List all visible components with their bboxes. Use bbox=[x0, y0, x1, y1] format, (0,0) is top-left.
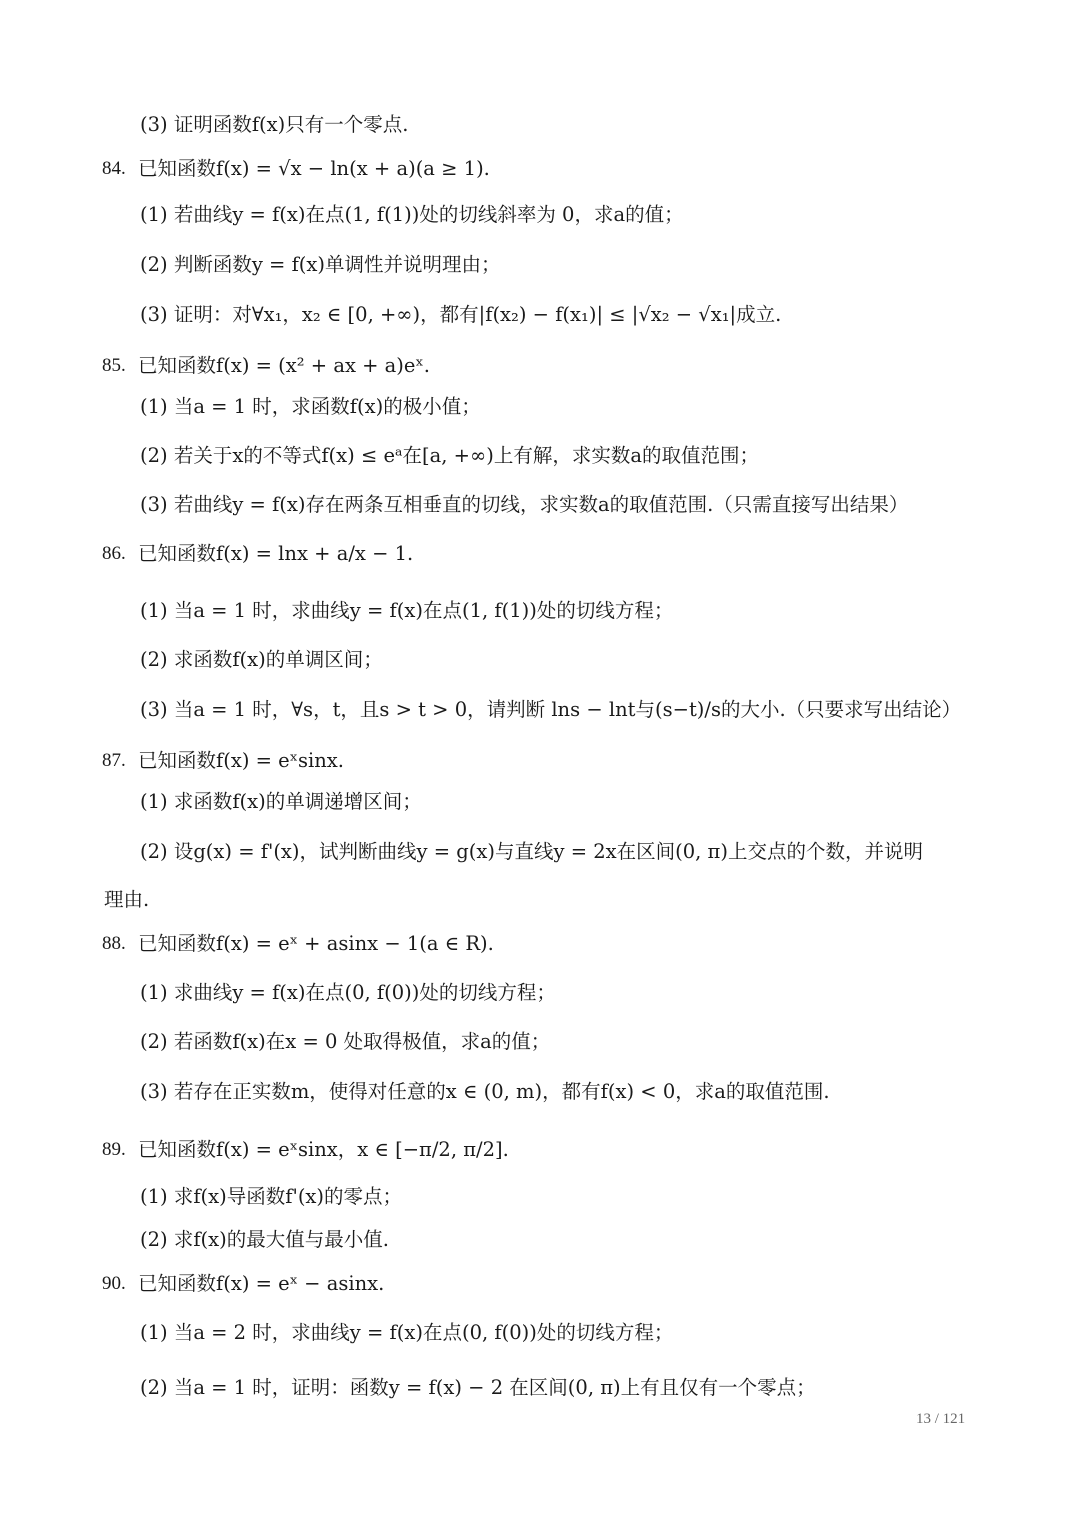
problem-number: 89. bbox=[102, 1139, 126, 1160]
problem-number: 86. bbox=[102, 543, 126, 564]
sub-question-text: (1) 当a = 2 时，求曲线y = f(x)在点(0, f(0))处的切线方程； bbox=[140, 1321, 674, 1344]
sub-question-text: (2) 若函数f(x)在x = 0 处取得极值，求a的值； bbox=[140, 1030, 551, 1053]
problem-number: 90. bbox=[102, 1273, 126, 1294]
sub-question-text: (1) 当a = 1 时，求曲线y = f(x)在点(1, f(1))处的切线方程； bbox=[140, 599, 674, 622]
sub-question-text: (3) 若存在正实数m，使得对任意的x ∈ (0, m)，都有f(x) < 0，求a的取值范围. bbox=[140, 1080, 830, 1103]
problem-statement: 已知函数f(x) = (x² + ax + a)eˣ. bbox=[138, 354, 430, 377]
sub-question-text: (2) 求f(x)的最大值与最小值. bbox=[140, 1228, 389, 1251]
sub-question-text: (1) 求f(x)导函数f'(x)的零点； bbox=[140, 1185, 403, 1208]
problem-statement: 已知函数f(x) = eˣsinx，x ∈ [−π/2, π/2]. bbox=[138, 1138, 509, 1161]
sub-question-text: (3) 证明函数f(x)只有一个零点. bbox=[140, 113, 409, 136]
sub-question-text: (3) 当a = 1 时，∀s，t，且s > t > 0，请判断 lns − lnt与(s−t)/s的大小.（只要求写出结论） bbox=[140, 698, 962, 721]
problem-number: 87. bbox=[102, 750, 126, 771]
sub-question-text: (1) 若曲线y = f(x)在点(1, f(1))处的切线斜率为 0，求a的值； bbox=[140, 203, 684, 226]
continuation-text: 理由. bbox=[104, 888, 150, 911]
sub-question-text: (1) 求函数f(x)的单调递增区间； bbox=[140, 790, 422, 813]
sub-question-text: (3) 若曲线y = f(x)存在两条互相垂直的切线，求实数a的取值范围.（只需直接写出结果） bbox=[140, 493, 909, 516]
sub-question-text: (2) 当a = 1 时，证明：函数y = f(x) − 2 在区间(0, π)上有且仅有一个零点； bbox=[140, 1376, 816, 1399]
problem-number: 85. bbox=[102, 355, 126, 376]
problem-statement: 已知函数f(x) = eˣ + asinx − 1(a ∈ R). bbox=[138, 932, 494, 955]
sub-question-text: (2) 若关于x的不等式f(x) ≤ eᵃ在[a, +∞)上有解，求实数a的取值范围； bbox=[140, 444, 759, 467]
problem-statement: 已知函数f(x) = √x − ln(x + a)(a ≥ 1). bbox=[138, 157, 490, 180]
sub-question-text: (1) 求曲线y = f(x)在点(0, f(0))处的切线方程； bbox=[140, 981, 556, 1004]
sub-question-text: (2) 设g(x) = f'(x)，试判断曲线y = g(x)与直线y = 2x在区间(0, π)上交点的个数，并说明 bbox=[140, 840, 923, 863]
problem-statement: 已知函数f(x) = lnx + a/x − 1. bbox=[138, 542, 414, 565]
problem-statement: 已知函数f(x) = eˣ − asinx. bbox=[138, 1272, 385, 1295]
sub-question-text: (1) 当a = 1 时，求函数f(x)的极小值； bbox=[140, 395, 481, 418]
sub-question-text: (3) 证明：对∀x₁，x₂ ∈ [0, +∞)，都有|f(x₂) − f(x₁)| ≤ |√x₂ − √x₁|成立. bbox=[140, 303, 782, 326]
page-number: 13 / 121 bbox=[916, 1411, 966, 1427]
problem-statement: 已知函数f(x) = eˣsinx. bbox=[138, 749, 344, 772]
problem-number: 84. bbox=[102, 158, 126, 179]
sub-question-text: (2) 求函数f(x)的单调区间； bbox=[140, 648, 383, 671]
sub-question-text: (2) 判断函数y = f(x)单调性并说明理由； bbox=[140, 253, 501, 276]
problem-number: 88. bbox=[102, 933, 126, 954]
